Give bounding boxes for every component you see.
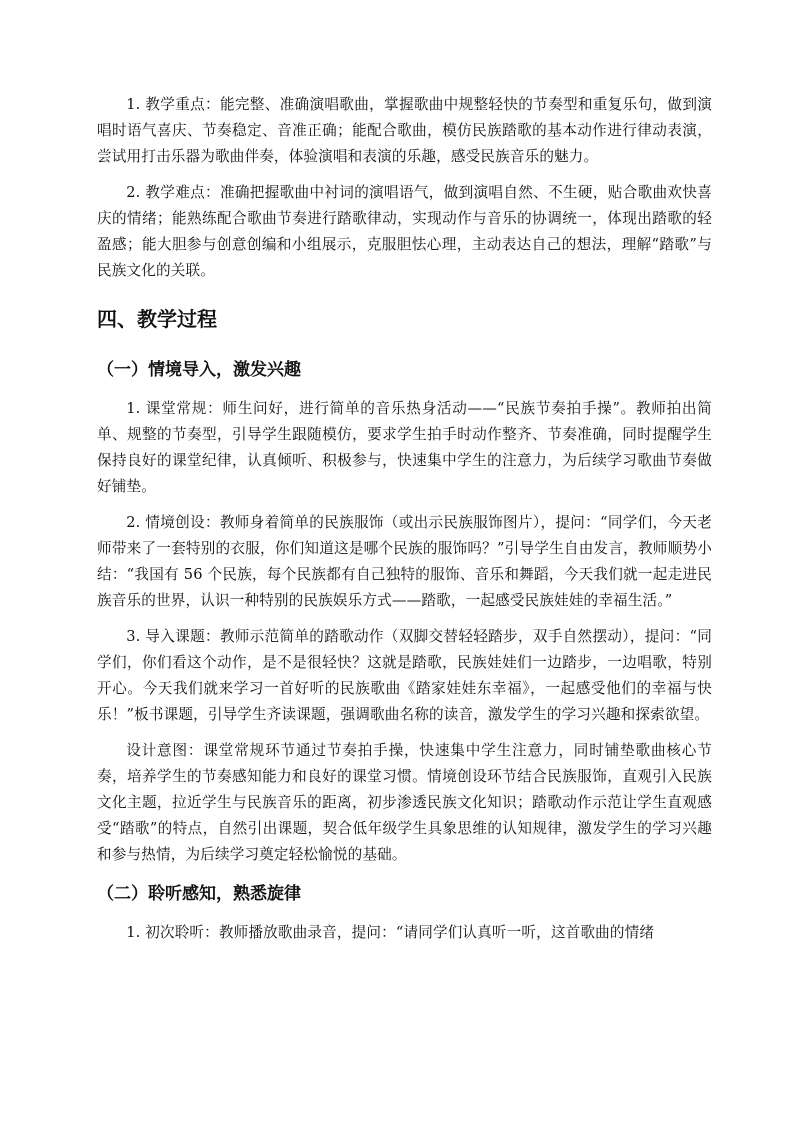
teaching-difficulty-paragraph: 2. 教学难点：准确把握歌曲中衬词的演唱语气，做到演唱自然、不生硬，贴合歌曲欢快喜庆的情绪；能熟练配合歌曲节奏进行踏歌律动，实现动作与音乐的协调统一，体现出踏歌的轻盈感；能大胆参与创意创编和小组展示，克服胆怯心理，主动表达自己的想法，理解“踏歌”与民族文化的关联。: [97, 184, 712, 279]
subsection-heading-1: （一）情境导入，激发兴趣: [97, 360, 301, 380]
topic-introduction-paragraph: 3. 导入课题：教师示范简单的踏歌动作（双脚交替轻轻踏步，双手自然摆动），提问：“同学们，你们看这个动作，是不是很轻快？这就是踏歌，民族娃娃们一边踏步，一边唱歌，特别开心。今天我们就来学习一首好听的民族歌曲《踏家娃娃东幸福》，一起感受他们的幸福与快乐！”板书课题，引导学生齐读课题，强调歌曲名称的读音，激发学生的学习兴趣和探索欲望。: [97, 628, 712, 723]
section-heading: 四、教学过程: [97, 307, 217, 331]
situation-creation-paragraph: 2. 情境创设：教师身着简单的民族服饰（或出示民族服饰图片），提问：“同学们，今天老师带来了一套特别的衣服，你们知道这是哪个民族的服饰吗？”引导学生自由发言，教师顺势小结：“我国有 56 个民族，每个民族都有自己独特的服饰、音乐和舞蹈，今天我们就一起走进民族音乐的世界，认识一种特别的民族娱乐方式——踏歌，一起感受民族娃娃的幸福生活。”: [97, 514, 712, 609]
first-listening-paragraph: 1. 初次聆听：教师播放歌曲录音，提问：“请同学们认真听一听，这首歌曲的情绪: [126, 924, 655, 941]
document-body: [97, 92, 712, 956]
subsection-heading-2: （二）聆听感知，熟悉旋律: [97, 884, 301, 904]
classroom-routine-paragraph: 1. 课堂常规：师生问好，进行简单的音乐热身活动——“民族节奏拍手操”。教师拍出简单、规整的节奏型，引导学生跟随模仿，要求学生拍手时动作整齐、节奏准确，同时提醒学生保持良好的课堂纪律，认真倾听、积极参与，快速集中学生的注意力，为后续学习歌曲节奏做好铺垫。: [97, 400, 712, 495]
design-intent-paragraph: 设计意图：课堂常规环节通过节奏拍手操，快速集中学生注意力，同时铺垫歌曲核心节奏，培养学生的节奏感知能力和良好的课堂习惯。情境创设环节结合民族服饰，直观引入民族文化主题，拉近学生与民族音乐的距离，初步渗透民族文化知识；踏歌动作示范让学生直观感受“踏歌”的特点，自然引出课题，契合低年级学生具象思维的认知规律，激发学生的学习兴趣和参与热情，为后续学习奠定轻松愉悦的基础。: [97, 742, 712, 863]
teaching-focus-paragraph: 1. 教学重点：能完整、准确演唱歌曲，掌握歌曲中规整轻快的节奏型和重复乐句，做到演唱时语气喜庆、节奏稳定、音准正确；能配合歌曲，模仿民族踏歌的基本动作进行律动表演，尝试用打击乐器为歌曲伴奏，体验演唱和表演的乐趣，感受民族音乐的魅力。: [97, 96, 712, 165]
